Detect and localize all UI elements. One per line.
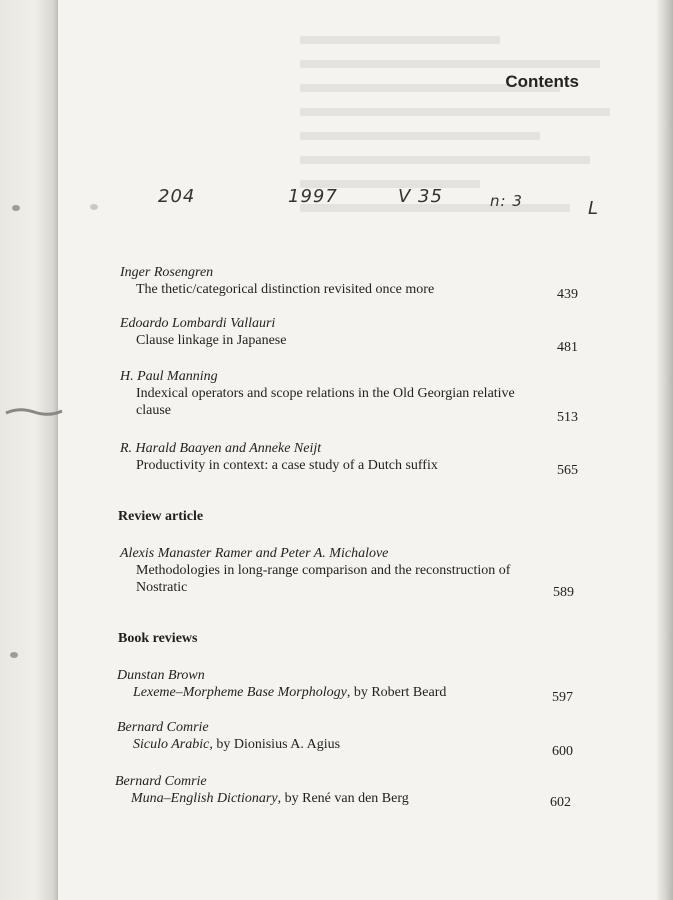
entry-author: Edoardo Lombardi Vallauri [120, 316, 276, 331]
entry-title [117, 684, 533, 701]
entry-author: Bernard Comrie [115, 774, 207, 789]
book-author: , by René van den Berg [277, 791, 409, 806]
staple-mark [4, 403, 64, 421]
section-heading-review-article: Review article [118, 509, 204, 524]
page-number: 481 [557, 340, 578, 355]
punch-hole-mark [12, 205, 20, 211]
entry-author: Bernard Comrie [117, 720, 209, 735]
page-number: 439 [557, 287, 578, 302]
page-number: 602 [550, 795, 571, 810]
entry-title: The thetic/categorical distinction revisited once more [136, 282, 435, 297]
toc-entry[interactable] [120, 315, 578, 355]
entry-author: Inger Rosengren [120, 265, 214, 280]
handwritten-mark: L [588, 198, 600, 219]
book-author: , by Robert Beard [346, 685, 447, 700]
page-number: 600 [552, 744, 573, 759]
entry-title [115, 790, 531, 807]
page-number: 589 [553, 585, 574, 600]
toc-entry[interactable] [120, 264, 578, 304]
toc-entry[interactable] [117, 719, 573, 759]
section-heading-book-reviews: Book reviews [118, 631, 198, 646]
toc-entry[interactable] [120, 545, 578, 605]
show-through-bleed [300, 20, 630, 270]
toc-entry[interactable] [115, 773, 571, 813]
book-title: Siculo Arabic [133, 737, 210, 752]
entry-title [117, 736, 533, 753]
entry-title: Clause linkage in Japanese [136, 333, 287, 348]
entry-author: Alexis Manaster Ramer and Peter A. Michalove [120, 546, 389, 561]
book-title: Muna–English Dictionary [131, 791, 278, 806]
handwritten-issue: n: 3 [490, 192, 523, 210]
handwritten-volume: V 35 [398, 186, 443, 207]
handwritten-year: 1997 [288, 186, 338, 207]
toc-entry[interactable] [120, 368, 578, 428]
binding-gutter [0, 0, 58, 900]
page-title: Contents [505, 72, 579, 91]
book-author: , by Dionisius A. Agius [209, 737, 341, 752]
toc-entry[interactable] [120, 440, 578, 480]
entry-author: R. Harald Baayen and Anneke Neijt [120, 441, 322, 456]
entry-author: H. Paul Manning [120, 369, 218, 384]
book-title: Lexeme–Morpheme Base Morphology [133, 685, 347, 700]
entry-title: Productivity in context: a case study of a Dutch suffix [136, 458, 438, 473]
punch-hole-mark [90, 204, 98, 210]
entry-title: Methodologies in long-range comparison and the reconstruction of Nostratic [136, 563, 511, 595]
page-edge-shadow [657, 0, 673, 900]
page-number: 513 [557, 410, 578, 425]
entry-author: Dunstan Brown [117, 668, 205, 683]
entry-title: Indexical operators and scope relations in the Old Georgian relative clause [136, 386, 515, 418]
toc-entry[interactable] [117, 667, 573, 707]
page-number: 597 [552, 690, 573, 705]
punch-hole-mark [10, 652, 18, 658]
handwritten-number: 204 [158, 186, 196, 207]
page-number: 565 [557, 463, 578, 478]
